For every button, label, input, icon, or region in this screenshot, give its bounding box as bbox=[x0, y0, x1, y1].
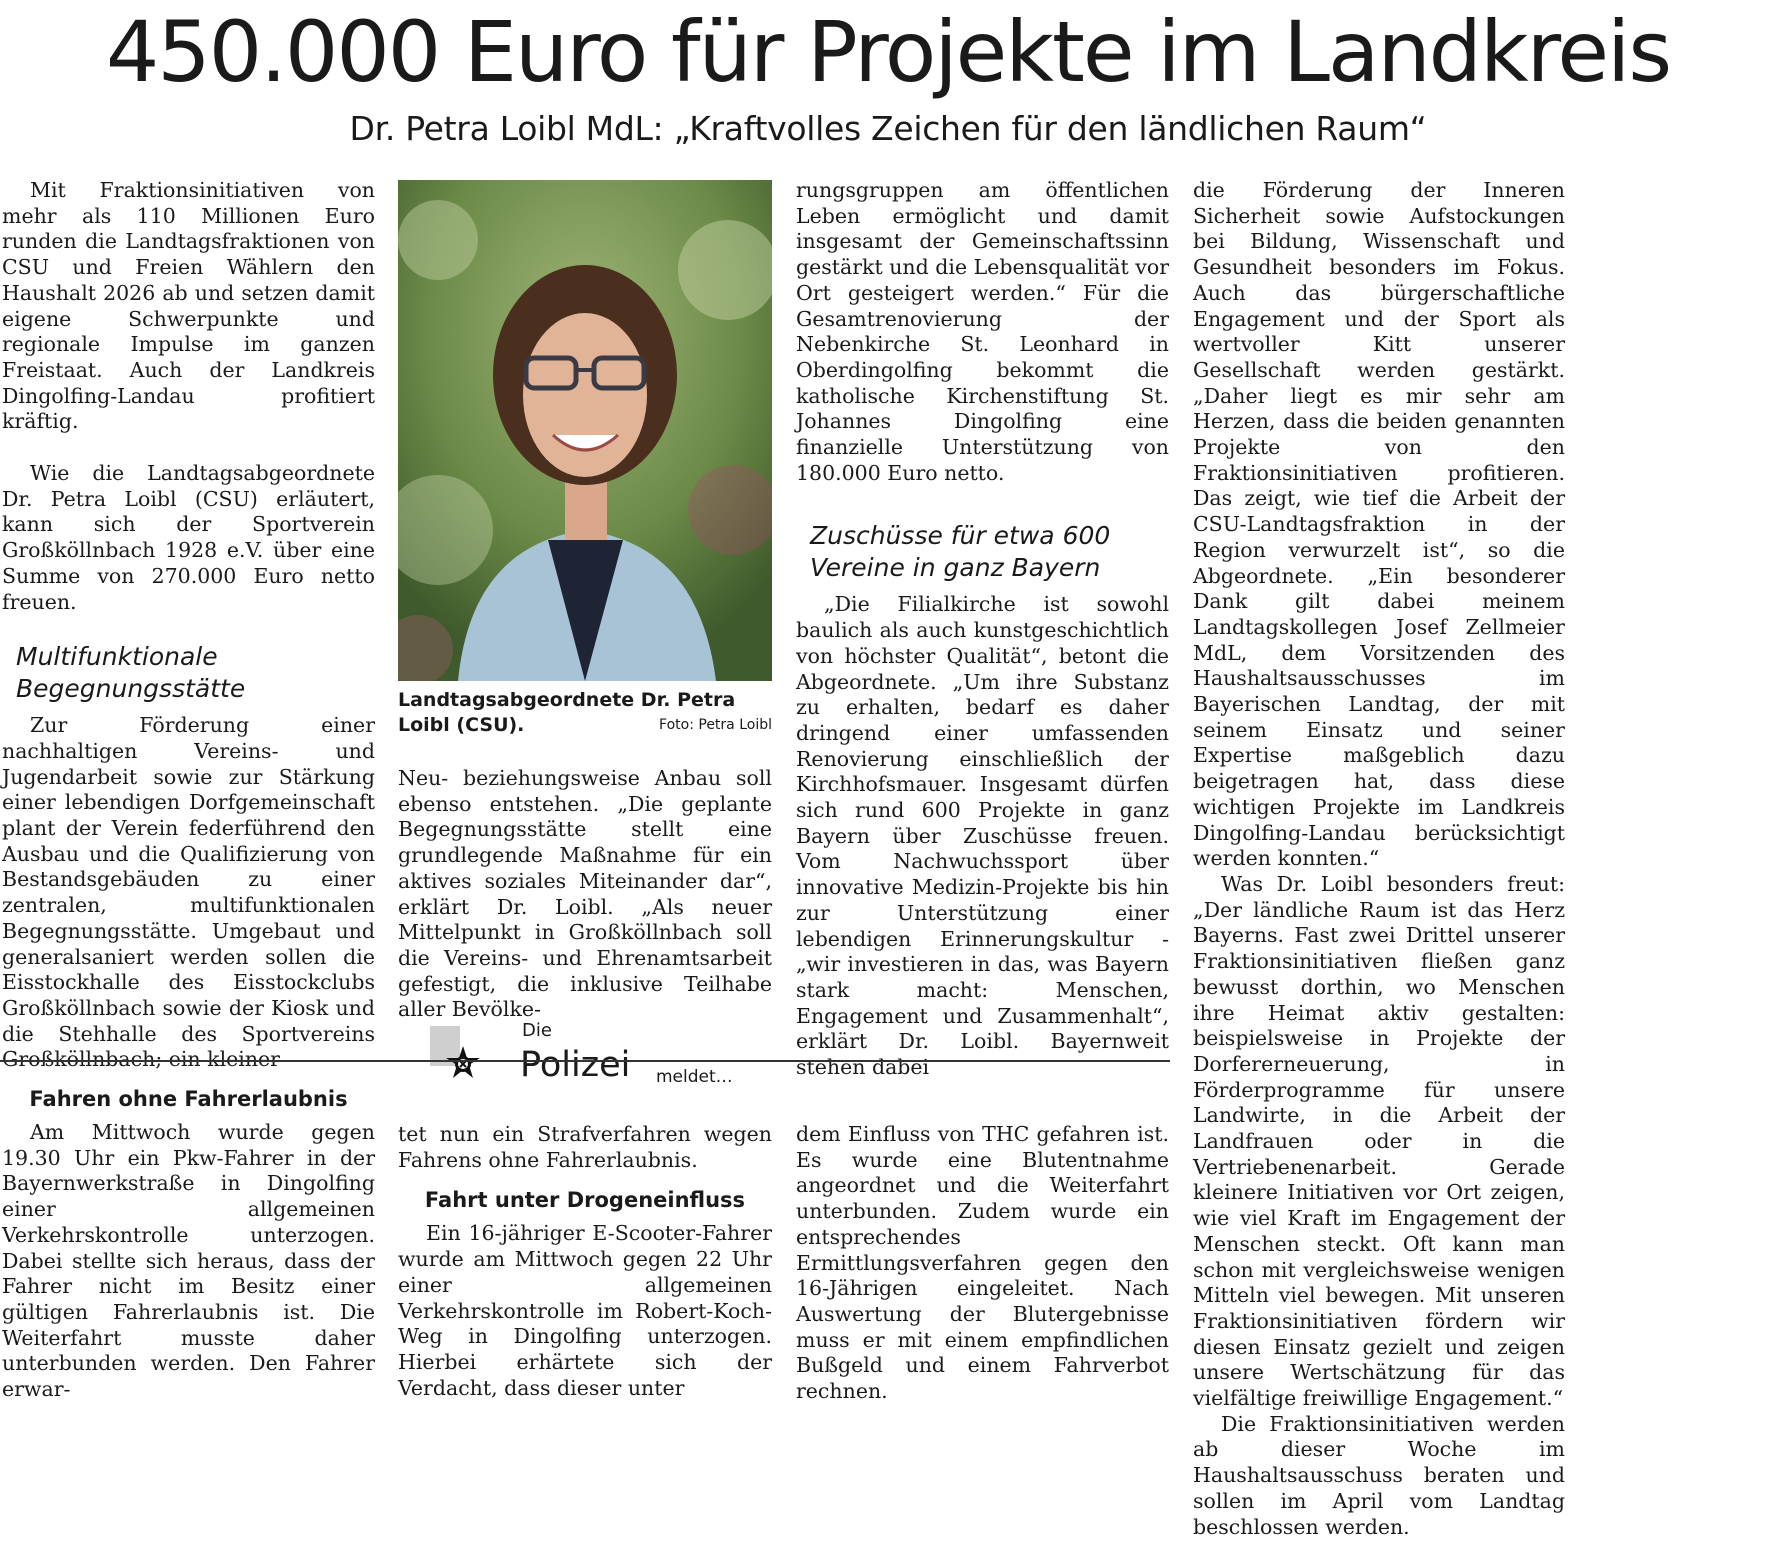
photo-credit: Foto: Petra Loibl bbox=[659, 717, 772, 733]
photo-caption bbox=[398, 688, 772, 738]
article-column-2 bbox=[398, 766, 772, 1023]
portrait-illustration bbox=[398, 180, 772, 681]
subheadline: Dr. Petra Loibl MdL: „Kraftvolles Zeichen für den ländlichen Raum“ bbox=[349, 109, 1427, 148]
section-divider bbox=[0, 1060, 1170, 1062]
police-star-icon bbox=[430, 1026, 486, 1082]
article-column-4 bbox=[1193, 178, 1565, 1540]
polizei-meldet-label: meldet… bbox=[656, 1067, 733, 1087]
police-report-text: Ein 16-jähriger E-Scooter-Fahrer wurde am Mittwoch gegen 22 Uhr einer allgemeinen Verkehrskontrolle im Robert-Koch-Weg in Dingolfing unterzogen. Hierbei erhärtete sich der Verdacht, dass dieser unter bbox=[398, 1221, 772, 1400]
photo-caption-text: Landtagsabgeordnete Dr. Petra Loibl (CSU). bbox=[398, 689, 736, 736]
police-column-1 bbox=[2, 1084, 375, 1403]
article-paragraph: „Die Filialkirche ist sowohl baulich als auch kunstgeschichtlich von höchster Qualität“, betont die Abgeordnete. „Um ihre Substanz zu erhalten, bedarf es daher dringend einer umfassenden Renovierung einschließlich der Kirchhofsmauer. Insgesamt dürfen sich rund 600 Projekte in ganz Bayern über Zuschüsse freuen. Vom Nachwuchssport über innovative Medizin-Projekte bis hin zur Unterstützung einer lebendigen Erinnerungskultur - „wir investieren in das, was Bayern stark macht: Menschen, Engagement und Zusammenhalt“, erklärt Dr. Loibl. Bayernweit stehen dabei bbox=[796, 592, 1169, 1080]
article-column-3 bbox=[796, 178, 1169, 1081]
portrait-photo bbox=[398, 180, 772, 681]
article-column-1 bbox=[2, 178, 375, 1073]
polizei-title: Polizei bbox=[520, 1045, 631, 1085]
police-report-text: dem Einfluss von THC gefahren ist. Es wurde eine Blutentnahme angeordnet und die Weiterfahrt unterbunden. Zudem wurde ein entsprechendes Ermittlungsverfahren gegen den 16-Jährigen eingeleitet. Nach Auswertung der Blutergebnisse muss er mit einem empfindlichen Bußgeld und einem Fahrverbot rechnen. bbox=[796, 1122, 1169, 1404]
article-paragraph: rungsgruppen am öffentlichen Leben ermöglicht und damit insgesamt der Gemeinschaftssinn gestärkt und die Lebensqualität vor Ort gesteigert werden.“ Für die Gesamtrenovierung der Nebenkirche St. Leonhard in Oberdingolfing bekommt die katholische Kirchenstiftung St. Johannes Dingolfing eine finanzielle Unterstützung von 180.000 Euro netto. bbox=[796, 178, 1169, 485]
headline: 450.000 Euro für Projekte im Landkreis bbox=[105, 3, 1671, 101]
polizei-die-label: Die bbox=[522, 1020, 552, 1041]
article-paragraph: Neu- beziehungsweise Anbau soll ebenso entstehen. „Die geplante Begegnungsstätte stellt eine grundlegende Maßnahme für ein aktives soziales Miteinander dar“, erklärt Dr. Loibl. „Als neuer Mittelpunkt in Großköllnbach soll die Vereins- und Ehrenamtsarbeit gefestigt, die inklusive Teilhabe aller Bevölke- bbox=[398, 766, 772, 1022]
police-report-text: tet nun ein Strafverfahren wegen Fahrens ohne Fahrerlaubnis. bbox=[398, 1122, 772, 1172]
police-column-3 bbox=[796, 1122, 1169, 1405]
subheading-begegnungsstaette: Multifunktionale Begegnungsstätte bbox=[16, 642, 246, 704]
article-paragraph: Was Dr. Loibl besonders freut: „Der ländliche Raum ist das Herz Bayerns. Fast zwei Drittel unserer Fraktionsinitiativen fließen ganz bewusst dorthin, wo Menschen ihre Heimat aktiv gestalten: beispielsweise in Projekte der Dorfererneuerung, in Förderprogramme für unsere Landwirte, in die Arbeit der Landfrauen oder in die Vertriebenenarbeit. Gerade kleinere Initiativen vor Ort zeigen, wie viel Kraft im Engagement der Menschen steckt. Oft kann man schon mit vergleichsweise wenigen Mitteln viel bewegen. Mit unseren Fraktionsinitiativen fördern wir diesen Einsatz gezielt und zeigen unsere Wertschätzung für das vielfältige freiwillige Engagement.“ bbox=[1193, 871, 1565, 1411]
subheading-zuschuesse: Zuschüsse für etwa 600 Vereine in ganz Bayern bbox=[810, 521, 1111, 583]
article-paragraph: die Förderung der Inneren Sicherheit sowie Aufstockungen bei Bildung, Wissenschaft und Gesundheit besonders im Fokus. Auch das bürgerschaftliche Engagement und der Sport als wertvoller Kitt unserer Gesellschaft werden gestärkt. „Daher liegt es mir sehr am Herzen, dass die beiden genannten Projekte von den Fraktionsinitiativen profitieren. Das zeigt, wie tief die Arbeit der CSU-Landtagsfraktion in der Region verwurzelt ist“, so die Abgeordnete. „Ein besonderer Dank gilt dabei meinem Landtagskollegen Josef Zellmeier MdL, dem Vorsitzenden des Haushaltsausschusses im Bayerischen Landtag, der mit seinem Einsatz und seiner Expertise maßgeblich dazu beigetragen hat, dass diese wichtigen Projekte im Landkreis Dingolfing-Landau berücksichtigt werden konnten.“ bbox=[1193, 178, 1565, 871]
police-report-text: Am Mittwoch wurde gegen 19.30 Uhr ein Pkw-Fahrer in der Bayernwerkstraße in Dingolfing einer allgemeinen Verkehrskontrolle unterzogen. Dabei stellte sich heraus, dass der Fahrer nicht im Besitz einer gültigen Fahrerlaubnis ist. Die Weiterfahrt musste daher unterbunden werden. Den Fahrer erwar- bbox=[2, 1120, 375, 1402]
article-paragraph: Wie die Landtagsabgeordnete Dr. Petra Loibl (CSU) erläutert, kann sich der Sportverein Großköllnbach 1928 e.V. über eine Summe von 270.000 Euro netto freuen. bbox=[2, 461, 375, 614]
article-paragraph: Die Fraktionsinitiativen werden ab dieser Woche im Haushaltsausschuss beraten und sollen im April vom Landtag beschlossen werden. bbox=[1193, 1411, 1565, 1539]
police-report-title: Fahrt unter Drogeneinfluss bbox=[424, 1188, 746, 1213]
article-paragraph: Mit Fraktionsinitiativen von mehr als 110 Millionen Euro runden die Landtagsfraktionen von CSU und Freien Wählern den Haushalt 2026 ab und setzen damit eigene Schwerpunkte und regionale Impulse im ganzen Freistaat. Auch der Landkreis Dingolfing-Landau profitiert kräftig. bbox=[2, 178, 375, 434]
police-report-title: Fahren ohne Fahrerlaubnis bbox=[29, 1087, 348, 1111]
article-paragraph: Zur Förderung einer nachhaltigen Vereins- und Jugendarbeit sowie zur Stärkung einer lebendigen Dorfgemeinschaft plant der Verein federführend den Ausbau und die Qualifizierung von Bestandsgebäuden zu einer zentralen, multifunktionalen Begegnungsstätte. Umgebaut und generalsaniert werden sollen die Eisstockhalle des Eisstockclubs Großköllnbach sowie der Kiosk und die Stehhalle des Sportvereins Großköllnbach; ein kleiner bbox=[2, 713, 375, 1072]
police-column-2 bbox=[398, 1122, 772, 1401]
